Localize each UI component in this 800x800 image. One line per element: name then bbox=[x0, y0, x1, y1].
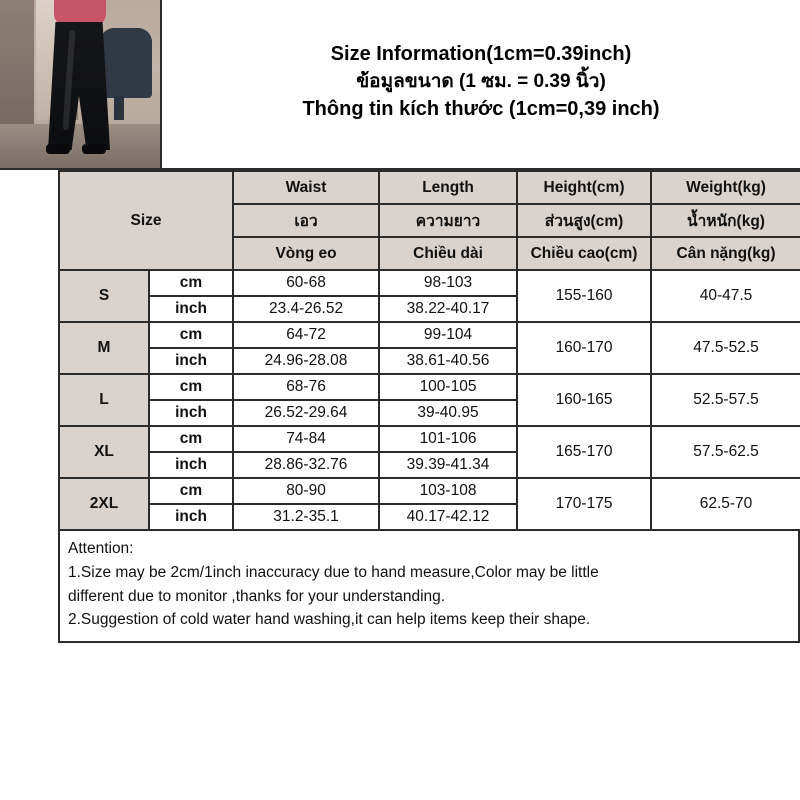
photo-shoe-right bbox=[82, 144, 106, 154]
xxl-waist-cm: 80-90 bbox=[233, 478, 379, 504]
unit-cm: cm bbox=[149, 426, 233, 452]
xl-length-inch: 39.39-41.34 bbox=[379, 452, 517, 478]
table-row bbox=[59, 478, 800, 504]
product-photo-image bbox=[0, 0, 160, 168]
xl-height: 165-170 bbox=[517, 426, 651, 478]
title-vietnamese: Thông tin kích thước (1cm=0,39 inch) bbox=[302, 98, 660, 121]
m-weight: 47.5-52.5 bbox=[651, 322, 800, 374]
attention-line-3: 2.Suggestion of cold water hand washing,it can help items keep their shape. bbox=[68, 610, 591, 628]
xl-waist-cm: 74-84 bbox=[233, 426, 379, 452]
s-length-inch: 38.22-40.17 bbox=[379, 296, 517, 322]
col-weight-vi: Cân nặng(kg) bbox=[651, 237, 800, 270]
col-length-en: Length bbox=[379, 171, 517, 204]
l-length-inch: 39-40.95 bbox=[379, 400, 517, 426]
title-english: Size Information(1cm=0.39inch) bbox=[330, 43, 632, 66]
unit-inch: inch bbox=[149, 400, 233, 426]
xl-weight: 57.5-62.5 bbox=[651, 426, 800, 478]
xxl-length-inch: 40.17-42.12 bbox=[379, 504, 517, 530]
col-weight-th: น้ำหนัก(kg) bbox=[651, 204, 800, 237]
col-waist-th: เอว bbox=[233, 204, 379, 237]
title-block bbox=[160, 0, 800, 168]
s-length-cm: 98-103 bbox=[379, 270, 517, 296]
col-waist-vi: Vòng eo bbox=[233, 237, 379, 270]
row-size-s: S bbox=[59, 270, 149, 322]
row-size-xl: XL bbox=[59, 426, 149, 478]
row-size-2xl: 2XL bbox=[59, 478, 149, 530]
attention-title: Attention: bbox=[68, 540, 134, 557]
xxl-weight: 62.5-70 bbox=[651, 478, 800, 530]
photo-chair bbox=[100, 28, 152, 98]
unit-cm: cm bbox=[149, 270, 233, 296]
unit-inch: inch bbox=[149, 348, 233, 374]
l-weight: 52.5-57.5 bbox=[651, 374, 800, 426]
unit-inch: inch bbox=[149, 296, 233, 322]
l-length-cm: 100-105 bbox=[379, 374, 517, 400]
s-height: 155-160 bbox=[517, 270, 651, 322]
attention-line-2: different due to monitor ,thanks for your understanding. bbox=[68, 587, 446, 605]
attention-line-1: 1.Size may be 2cm/1inch inaccuracy due to hand measure,Color may be little bbox=[68, 564, 599, 582]
s-waist-cm: 60-68 bbox=[233, 270, 379, 296]
header-area bbox=[0, 0, 800, 170]
xxl-height: 170-175 bbox=[517, 478, 651, 530]
unit-inch: inch bbox=[149, 504, 233, 530]
product-photo bbox=[0, 0, 160, 168]
l-waist-inch: 26.52-29.64 bbox=[233, 400, 379, 426]
row-size-m: M bbox=[59, 322, 149, 374]
unit-inch: inch bbox=[149, 452, 233, 478]
col-weight-en: Weight(kg) bbox=[651, 171, 800, 204]
col-waist-en: Waist bbox=[233, 171, 379, 204]
xl-waist-inch: 28.86-32.76 bbox=[233, 452, 379, 478]
col-length-vi: Chiều dài bbox=[379, 237, 517, 270]
m-height: 160-170 bbox=[517, 322, 651, 374]
title-thai: ข้อมูลขนาด (1 ซม. = 0.39 นิ้ว) bbox=[356, 70, 606, 92]
row-size-l: L bbox=[59, 374, 149, 426]
m-length-inch: 38.61-40.56 bbox=[379, 348, 517, 374]
photo-shoe-left bbox=[46, 144, 70, 154]
table-row bbox=[59, 426, 800, 452]
col-height-th: ส่วนสูง(cm) bbox=[517, 204, 651, 237]
col-height-en: Height(cm) bbox=[517, 171, 651, 204]
table-row bbox=[59, 374, 800, 400]
table-row bbox=[59, 270, 800, 296]
size-table bbox=[58, 170, 800, 531]
m-waist-cm: 64-72 bbox=[233, 322, 379, 348]
size-header-label: Size bbox=[59, 171, 233, 270]
unit-cm: cm bbox=[149, 322, 233, 348]
m-length-cm: 99-104 bbox=[379, 322, 517, 348]
s-waist-inch: 23.4-26.52 bbox=[233, 296, 379, 322]
m-waist-inch: 24.96-28.08 bbox=[233, 348, 379, 374]
col-length-th: ความยาว bbox=[379, 204, 517, 237]
l-waist-cm: 68-76 bbox=[233, 374, 379, 400]
unit-cm: cm bbox=[149, 478, 233, 504]
unit-cm: cm bbox=[149, 374, 233, 400]
xxl-waist-inch: 31.2-35.1 bbox=[233, 504, 379, 530]
xl-length-cm: 101-106 bbox=[379, 426, 517, 452]
s-weight: 40-47.5 bbox=[651, 270, 800, 322]
attention-note bbox=[58, 531, 800, 643]
xxl-length-cm: 103-108 bbox=[379, 478, 517, 504]
table-header-row-en bbox=[59, 171, 800, 204]
photo-floor bbox=[0, 124, 160, 168]
l-height: 160-165 bbox=[517, 374, 651, 426]
table-row bbox=[59, 322, 800, 348]
col-height-vi: Chiều cao(cm) bbox=[517, 237, 651, 270]
